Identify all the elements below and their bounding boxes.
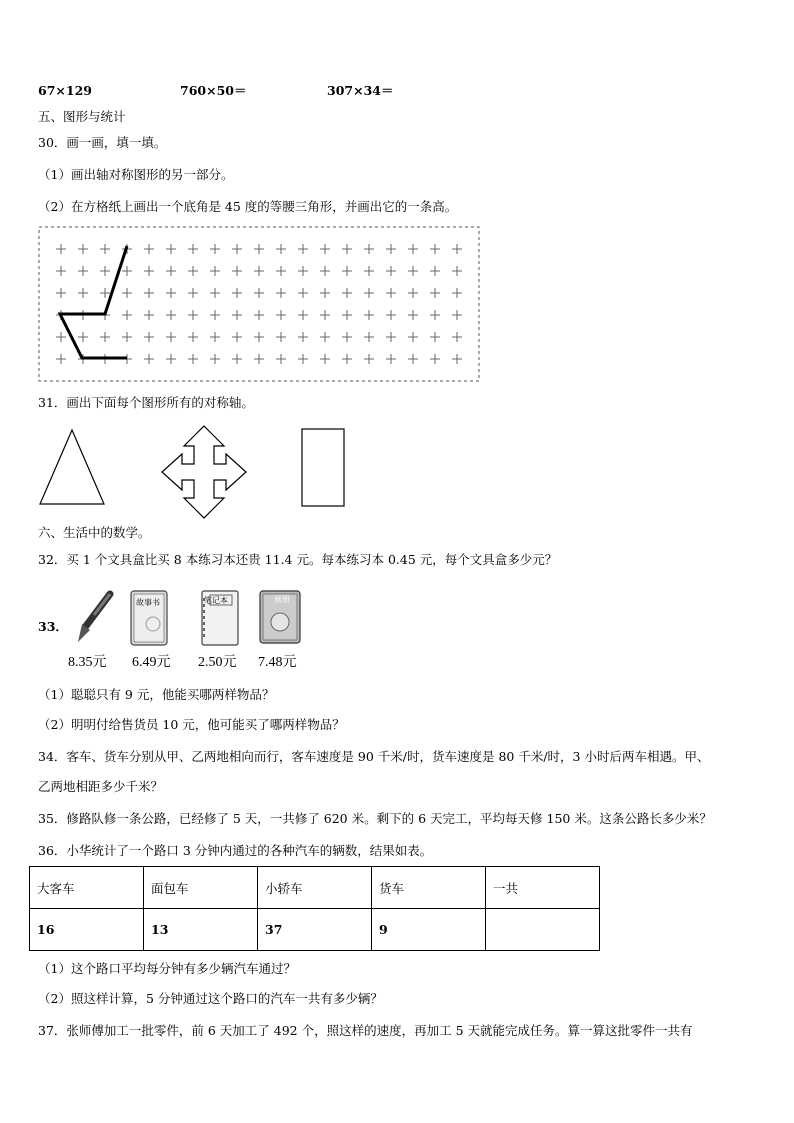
q35-text: 35．修路队修一条公路，已经修了 5 天，一共修了 620 米。剩下的 6 天完工，平均每天修 150 米。这条公路长多少米？ [38,811,712,826]
price-storybook: 6.49元 [132,655,171,670]
storybook-label: 故事书 [136,598,160,607]
table-row [30,909,600,951]
table-cell: 13 [144,909,258,951]
table-header-row [30,867,600,909]
calc-item-3: 307×34＝ [327,83,394,98]
triangle-shape [38,428,106,506]
table-cell: 9 [372,909,486,951]
q33-sub1: （1）聪聪只有 9 元，他能买哪两样物品？ [38,687,275,702]
four-arrow-shape [160,424,248,520]
table-header-cell: 一共 [486,867,600,909]
table-header-cell: 货车 [372,867,486,909]
q34-line2: 乙两地相距多少千米？ [38,779,164,794]
rectangle-shape [301,428,345,508]
q33-sub2: （2）明明付给售货员 10 元，他可能买了哪两样物品？ [38,717,345,732]
pen-icon [70,590,116,646]
calc-item-1: 67×129 [38,83,92,98]
table-header-cell: 面包车 [144,867,258,909]
q30-title: 30．画一画，填一填。 [38,135,167,150]
q34-line1: 34．客车、货车分别从甲、乙两地相向而行，客车速度是 90 千米/时，货车速度是 80 千米/时，3 小时后两车相遇。甲、 [38,749,710,764]
picture-book-label: 画册 [274,595,290,604]
q33-number: 33． [38,619,68,634]
q32-text: 32．买 1 个文具盒比买 8 本练习本还贵 11.4 元。每本练习本 0.45 元，每个文具盒多少元？ [38,552,558,567]
grid-paper [38,226,480,382]
section-five-heading: 五、图形与统计 [38,109,126,124]
price-picture-book: 7.48元 [258,655,297,670]
q36-title: 36．小华统计了一个路口 3 分钟内通过的各种汽车的辆数，结果如表。 [38,843,433,858]
calc-item-2: 760×50＝ [180,83,247,98]
q31-title: 31．画出下面每个图形所有的对称轴。 [38,395,254,410]
table-cell-total [486,909,600,951]
table-header-cell: 小轿车 [258,867,372,909]
section-six-heading: 六、生活中的数学。 [38,525,151,540]
q30-sub1: （1）画出轴对称图形的另一部分。 [38,167,234,182]
half-figure [60,246,127,358]
table-cell: 16 [30,909,144,951]
table-header-cell: 大客车 [30,867,144,909]
q36-sub2: （2）照这样计算，5 分钟通过这个路口的汽车一共有多少辆？ [38,991,383,1006]
price-pen: 8.35元 [68,655,107,670]
price-notebook: 2.50元 [198,655,237,670]
notebook-label: 笔记本 [204,596,228,605]
table-cell: 37 [258,909,372,951]
q36-sub1: （1）这个路口平均每分钟有多少辆汽车通过？ [38,961,296,976]
q37-text: 37．张师傅加工一批零件，前 6 天加工了 492 个，照这样的速度，再加工 5 天就能完成任务。算一算这批零件一共有 [38,1023,693,1038]
q30-sub2: （2）在方格纸上画出一个底角是 45 度的等腰三角形，并画出它的一条高。 [38,199,458,214]
vehicle-count-table [29,866,600,951]
